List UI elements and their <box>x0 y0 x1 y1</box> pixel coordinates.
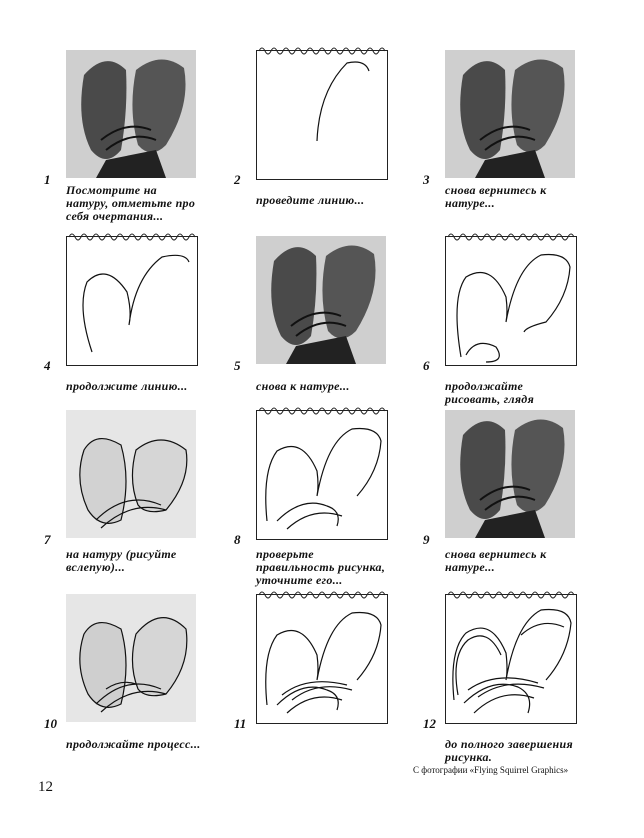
step-number: 11 <box>234 716 247 731</box>
step-caption: проведите линию... <box>256 193 365 207</box>
spiral-binding <box>259 47 385 55</box>
step-8 <box>234 410 446 600</box>
step-number: 12 <box>423 716 436 731</box>
step-caption: проверьте правильность рисунка, уточните его... <box>256 547 386 587</box>
sketch-sheet <box>445 236 577 366</box>
step-2 <box>234 50 446 240</box>
spiral-binding <box>448 591 574 599</box>
step-6 <box>423 236 635 426</box>
spiral-binding <box>448 233 574 241</box>
step-number: 4 <box>44 358 51 373</box>
overlay-photo <box>66 410 196 538</box>
step-number: 3 <box>423 172 430 187</box>
step-9 <box>423 410 635 600</box>
shoes-photo <box>445 410 575 538</box>
step-number: 6 <box>423 358 430 373</box>
step-12 <box>423 594 635 784</box>
step-caption: снова к натуре... <box>256 379 350 393</box>
overlay-photo <box>66 594 196 722</box>
sketch-sheet <box>256 50 388 180</box>
step-caption: снова вернитесь к натуре... <box>445 547 547 574</box>
sketch-sheet <box>445 594 577 724</box>
spiral-binding <box>259 591 385 599</box>
step-number: 8 <box>234 532 241 547</box>
step-11 <box>234 594 446 784</box>
step-caption: Посмотрите на натуру, отметьте про себя очертания... <box>66 183 196 223</box>
step-1 <box>44 50 256 240</box>
step-caption: на натуру (рисуйте вслепую)... <box>66 547 177 574</box>
step-4 <box>44 236 256 426</box>
step-number: 9 <box>423 532 430 547</box>
shoes-photo <box>256 236 386 364</box>
step-caption: снова вернитесь к натуре... <box>445 183 547 210</box>
spiral-binding <box>69 233 195 241</box>
step-3 <box>423 50 635 240</box>
step-number: 7 <box>44 532 51 547</box>
step-number: 2 <box>234 172 241 187</box>
step-number: 10 <box>44 716 57 731</box>
step-5 <box>234 236 446 426</box>
step-7 <box>44 410 256 600</box>
sketch-sheet <box>256 410 388 540</box>
spiral-binding <box>259 407 385 415</box>
step-number: 1 <box>44 172 51 187</box>
sketch-sheet <box>66 236 198 366</box>
step-number: 5 <box>234 358 241 373</box>
step-caption: продолжайте процесс... <box>66 737 201 751</box>
step-10 <box>44 594 256 784</box>
shoes-photo <box>445 50 575 178</box>
sketch-sheet <box>256 594 388 724</box>
page-number: 12 <box>38 779 53 795</box>
step-caption: продолжите линию... <box>66 379 188 393</box>
photo-credit: С фотографии «Flying Squirrel Graphics» <box>413 765 569 775</box>
shoes-photo <box>66 50 196 178</box>
step-caption: до полного завершения рисунка. <box>445 737 573 764</box>
step-caption: продолжайте рисовать, глядя <box>445 379 535 406</box>
